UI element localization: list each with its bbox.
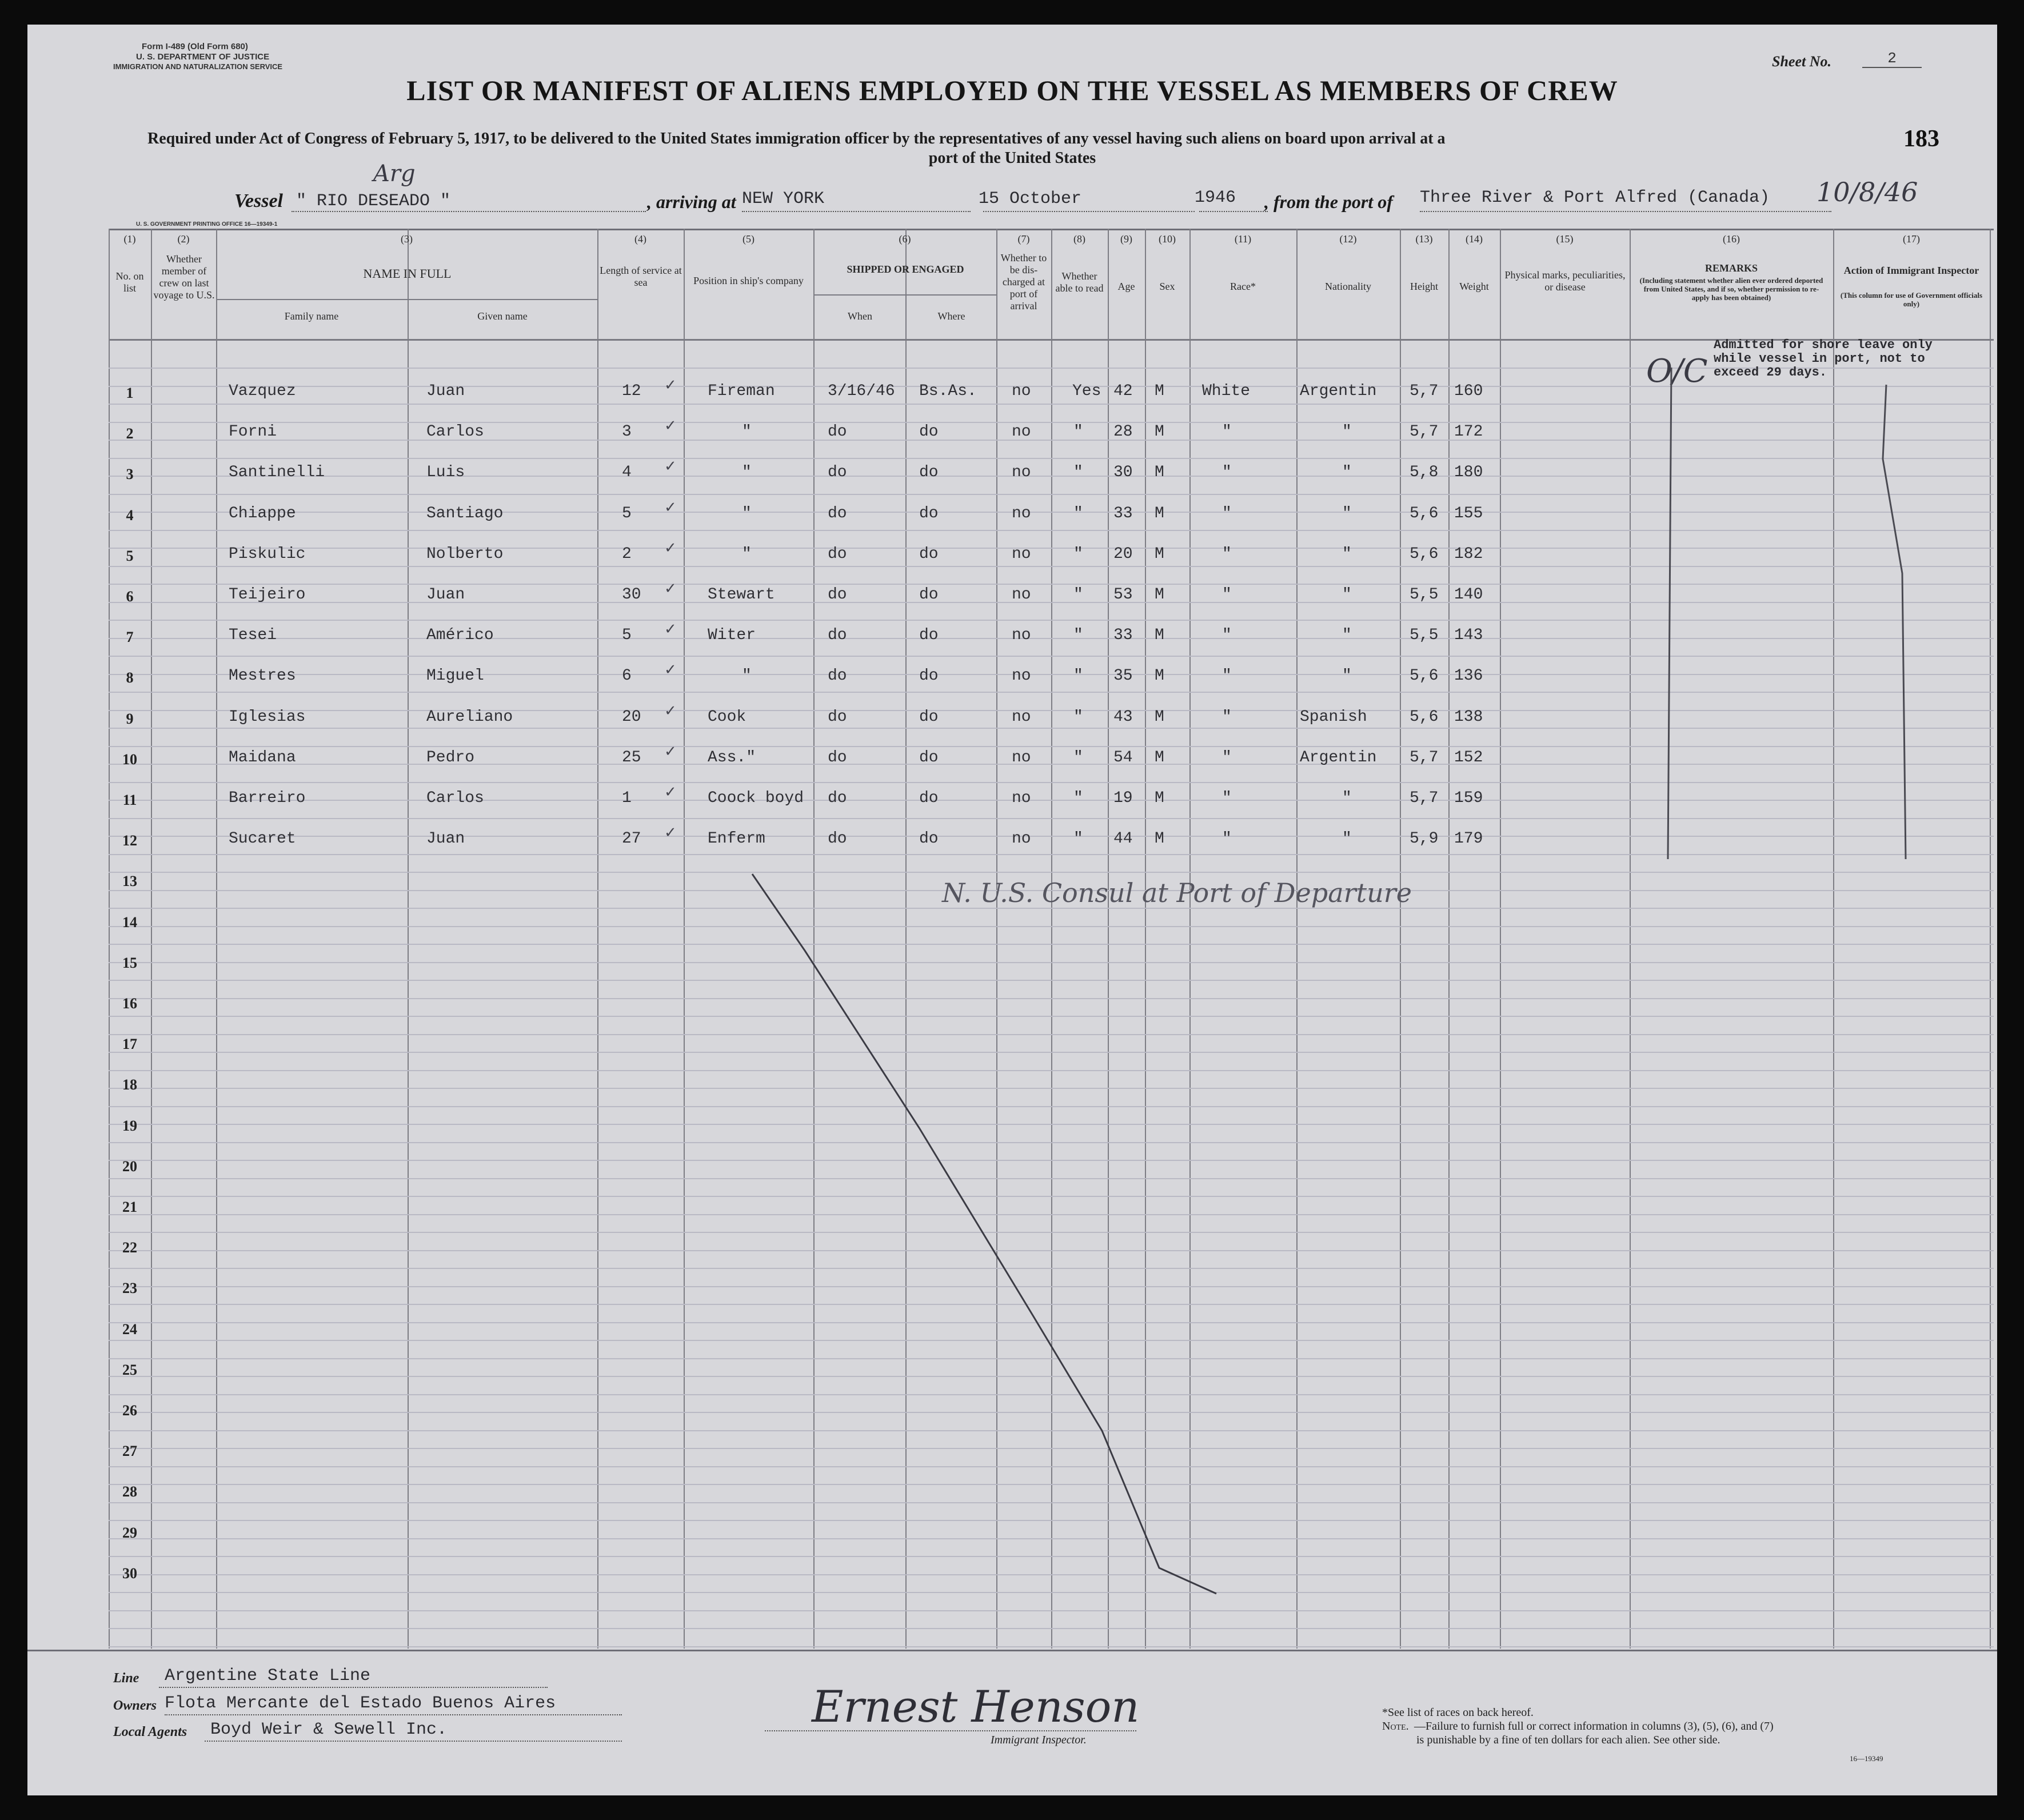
height-cell: 5,6 [1410,708,1439,726]
shipped-where-cell: do [919,748,939,767]
family-name-cell: Vazquez [229,382,296,400]
shipped-where-cell: do [919,667,939,685]
able-to-read-cell: " [1073,789,1083,807]
header-action: Action of Immigrant Inspector [1843,265,1979,276]
service-length-cell: 5 [622,504,632,522]
row-number: 24 [122,1320,137,1338]
check-mark: ✓ [664,743,677,760]
position-cell: Fireman [708,382,775,400]
row-number: 4 [126,506,134,524]
height-cell: 5,9 [1410,830,1439,848]
position-cell: " [742,464,752,482]
header-action-sub: (This column for use of Government officials only) [1840,291,1983,308]
colnum: (14) [1466,233,1483,245]
discharged-cell: no [1012,748,1031,767]
vessel-hand-note: Arg [373,161,416,187]
age-cell: 42 [1113,382,1133,400]
family-name-cell: Barreiro [229,789,306,807]
shipped-where-cell: do [919,464,939,482]
colnum: (1) [123,233,136,245]
row-number: 29 [122,1524,137,1541]
colnum: (13) [1415,233,1433,245]
nationality-cell: " [1342,464,1352,482]
check-mark: ✓ [664,458,677,476]
given-name-cell: Nolberto [426,545,504,563]
family-name-cell: Tesei [229,626,277,645]
signature-line [765,1730,1136,1731]
weight-cell: 159 [1454,789,1483,807]
header-weight: Weight [1459,281,1489,292]
check-mark: ✓ [664,824,677,842]
row-number: 20 [122,1158,137,1175]
from-port-label: , from the port of [1264,191,1393,212]
family-name-cell: Iglesias [229,708,306,726]
race-cell: " [1222,586,1232,604]
arrival-date: 15 October [979,189,1082,209]
check-mark: ✓ [664,539,677,557]
position-cell: " [742,545,752,563]
race-cell: " [1222,667,1232,685]
header-given-name: Given name [477,310,528,322]
service-length-cell: 2 [622,545,632,563]
weight-cell: 138 [1454,708,1483,726]
race-cell: " [1222,626,1232,645]
family-name-cell: Maidana [229,748,296,767]
shipped-when-cell: do [828,545,847,563]
row-number: 17 [122,1036,137,1053]
sheet-number: 2 [1862,50,1922,68]
family-name-cell: Chiappe [229,504,296,522]
nationality-cell: " [1342,789,1352,807]
owners-underline [165,1714,622,1715]
nationality-cell: Argentin [1300,748,1377,767]
colnum: (3) [401,233,413,245]
note-line-2: is punishable by a fine of ten dollars for each alien. See other side. [1416,1734,1720,1746]
header-family-name: Family name [284,310,339,322]
given-name-cell: Miguel [426,667,484,685]
weight-cell: 140 [1454,586,1483,604]
row-number: 30 [122,1564,137,1582]
colnum: (11) [1234,233,1252,245]
sex-cell: M [1155,789,1164,807]
shipped-where-cell: do [919,708,939,726]
page-number: 183 [1903,126,1939,152]
discharged-cell: no [1012,708,1031,726]
vessel-name: " RIO DESEADO " [296,191,451,211]
line-underline [159,1687,548,1688]
remarks-line-2: while vessel in port, not to [1714,352,1925,366]
given-name-cell: Américo [426,626,494,645]
colnum: (6) [899,233,911,245]
sex-cell: M [1155,545,1164,563]
sex-cell: M [1155,586,1164,604]
position-cell: Stewart [708,586,775,604]
discharged-cell: no [1012,586,1031,604]
required-statement-2: port of the United States [928,149,1096,167]
arriving-label: , arriving at [647,191,736,212]
header-remarks-sub: (Including statement whether alien ever ordered deported from United States, and if so, whether permission to re-apply has been obtained) [1639,276,1823,302]
height-cell: 5,6 [1410,667,1439,685]
shipped-when-cell: 3/16/46 [828,382,895,400]
able-to-read-cell: " [1073,708,1083,726]
height-cell: 5,7 [1410,748,1439,767]
shipped-when-cell: do [828,748,847,767]
given-name-cell: Juan [426,382,465,400]
colnum: (15) [1556,233,1574,245]
nationality-cell: Spanish [1300,708,1367,726]
age-cell: 43 [1113,708,1133,726]
given-name-cell: Carlos [426,423,484,441]
shipped-where-cell: do [919,423,939,441]
printing-office: U. S. GOVERNMENT PRINTING OFFICE 16—19349-1 [136,221,278,227]
inspector-signature: Ernest Henson [812,1681,1140,1732]
position-cell: Enferm [708,830,765,848]
shipped-where-cell: do [919,545,939,563]
family-name-cell: Piskulic [229,545,306,563]
sex-cell: M [1155,382,1164,400]
race-cell: " [1222,830,1232,848]
department: U. S. DEPARTMENT OF JUSTICE [136,52,270,62]
shipped-where-cell: do [919,626,939,645]
shipped-when-cell: do [828,464,847,482]
given-name-cell: Carlos [426,789,484,807]
able-to-read-cell: " [1073,423,1083,441]
sex-cell: M [1155,708,1164,726]
colnum: (4) [634,233,646,245]
header-race: Race* [1230,281,1256,292]
service-length-cell: 5 [622,626,632,645]
service-length-cell: 30 [622,586,641,604]
note-line-1: —Failure to furnish full or correct information in columns (3), (5), (6), and (7) [1414,1720,1774,1733]
shipped-when-cell: do [828,789,847,807]
remarks-line-1: Admitted for shore leave only [1714,338,1933,352]
age-cell: 28 [1113,423,1133,441]
colnum: (10) [1159,233,1176,245]
nationality-cell: Argentin [1300,382,1377,400]
family-name-cell: Santinelli [229,464,325,482]
header-physical: Physical marks, peculiarities, or disease [1504,269,1626,293]
row-number: 22 [122,1239,137,1256]
colnum: (9) [1120,233,1132,245]
row-number: 21 [122,1199,137,1215]
check-mark: ✓ [664,498,677,516]
colnum: (8) [1073,233,1085,245]
colnum: (12) [1339,233,1357,245]
header-discharged: Whether to be dis-charged at port of arrival [1000,252,1047,312]
height-cell: 5,7 [1410,382,1439,400]
row-number: 6 [126,588,134,605]
shipped-where-cell: do [919,586,939,604]
position-cell: Ass." [708,748,756,767]
header-nationality: Nationality [1325,281,1371,292]
remarks-hand-mark: O/C [1646,353,1708,390]
service-length-cell: 20 [622,708,641,726]
row-number: 19 [122,1117,137,1134]
family-name-cell: Teijeiro [229,586,306,604]
row-number: 5 [126,547,134,564]
shipped-when-cell: do [828,423,847,441]
position-cell: " [742,504,752,522]
age-cell: 33 [1113,504,1133,522]
nationality-cell: " [1342,423,1352,441]
age-cell: 54 [1113,748,1133,767]
row-number: 27 [122,1443,137,1460]
sex-cell: M [1155,830,1164,848]
family-name-cell: Forni [229,423,277,441]
note-label: Note. [1382,1720,1409,1733]
sex-cell: M [1155,464,1164,482]
sex-cell: M [1155,748,1164,767]
nationality-cell: " [1342,830,1352,848]
weight-cell: 152 [1454,748,1483,767]
manifest-sheet [27,25,1997,1795]
weight-cell: 160 [1454,382,1483,400]
able-to-read-cell: Yes [1072,382,1101,400]
discharged-cell: no [1012,423,1031,441]
sheet-label: Sheet No. [1772,53,1831,70]
race-cell: " [1222,748,1232,767]
position-cell: Cook [708,708,746,726]
inspector-label: Immigrant Inspector. [991,1734,1087,1746]
shipped-when-cell: do [828,626,847,645]
family-name-cell: Sucaret [229,830,296,848]
weight-cell: 136 [1454,667,1483,685]
from-port: Three River & Port Alfred (Canada) [1420,188,1770,207]
row-number: 26 [122,1402,137,1419]
row-number: 14 [122,913,137,931]
nationality-cell: " [1342,504,1352,522]
height-cell: 5,7 [1410,423,1439,441]
check-mark: ✓ [664,702,677,720]
row-number: 12 [122,832,137,849]
header-no-on-list: No. on list [115,270,144,294]
shipped-when-cell: do [828,667,847,685]
agents-value: Boyd Weir & Sewell Inc. [210,1720,448,1739]
sex-cell: M [1155,504,1164,522]
colnum: (17) [1903,233,1920,245]
discharged-cell: no [1012,667,1031,685]
header-height: Height [1410,281,1438,292]
discharged-cell: no [1012,382,1031,400]
service-length-cell: 6 [622,667,632,685]
pen-strokes [27,25,1997,1795]
able-to-read-cell: " [1073,545,1083,563]
weight-cell: 155 [1454,504,1483,522]
shipped-when-cell: do [828,504,847,522]
consul-note: N. U.S. Consul at Port of Departure [942,877,1412,908]
age-cell: 30 [1113,464,1133,482]
position-cell: " [742,667,752,685]
able-to-read-cell: " [1073,748,1083,767]
row-number: 8 [126,669,134,687]
header-age: Age [1117,281,1135,292]
weight-cell: 180 [1454,464,1483,482]
position-cell: Witer [708,626,756,645]
header-when: When [848,310,872,322]
weight-cell: 179 [1454,830,1483,848]
check-mark: ✓ [664,417,677,435]
header-shipped: SHIPPED OR ENGAGED [847,264,964,275]
age-cell: 33 [1113,626,1133,645]
able-to-read-cell: " [1073,504,1083,522]
form-code: 16—19349 [1850,1754,1883,1763]
race-cell: " [1222,504,1232,522]
row-number: 2 [126,425,134,442]
discharged-cell: no [1012,545,1031,563]
row-number: 18 [122,1076,137,1093]
nationality-cell: " [1342,667,1352,685]
arriving-port: NEW YORK [742,189,825,209]
nationality-cell: " [1342,545,1352,563]
sex-cell: M [1155,423,1164,441]
nationality-cell: " [1342,586,1352,604]
service-length-cell: 27 [622,830,641,848]
sex-cell: M [1155,667,1164,685]
service-length-cell: 12 [622,382,641,400]
discharged-cell: no [1012,789,1031,807]
remarks-line-3: exceed 29 days. [1714,365,1827,380]
given-name-cell: Luis [426,464,465,482]
check-mark: ✓ [664,580,677,597]
race-cell: " [1222,423,1232,441]
header-able-read: Whether able to read [1055,270,1104,294]
form-number: Form I-489 (Old Form 680) [142,42,248,51]
row-number: 10 [122,751,137,768]
shipped-where-cell: do [919,789,939,807]
given-name-cell: Santiago [426,504,504,522]
required-statement: Required under Act of Congress of February 5, 1917, to be delivered to the United States immigration officer by the representatives of any vessel having such aliens on board upon arrival at a [147,130,1446,147]
given-name-cell: Juan [426,586,465,604]
line-label: Line [113,1671,139,1686]
weight-cell: 172 [1454,423,1483,441]
age-cell: 20 [1113,545,1133,563]
check-mark: ✓ [664,661,677,679]
able-to-read-cell: " [1073,586,1083,604]
colnum: (2) [177,233,190,245]
vessel-label: Vessel [234,190,283,211]
given-name-cell: Juan [426,830,465,848]
height-cell: 5,5 [1410,626,1439,645]
weight-cell: 143 [1454,626,1483,645]
row-number: 16 [122,995,137,1012]
shipped-where-cell: do [919,504,939,522]
discharged-cell: no [1012,626,1031,645]
able-to-read-cell: " [1073,464,1083,482]
owners-value: Flota Mercante del Estado Buenos Aires [165,1694,556,1713]
race-cell: " [1222,545,1232,563]
row-number: 13 [122,873,137,890]
manifest-title: LIST OR MANIFEST OF ALIENS EMPLOYED ON THE VESSEL AS MEMBERS OF CREW [406,74,1618,106]
colnum: (7) [1017,233,1030,245]
row-number: 7 [126,629,134,646]
height-cell: 5,7 [1410,789,1439,807]
shipped-where-cell: do [919,830,939,848]
header-length-service: Length of service at sea [600,265,682,288]
service-length-cell: 1 [622,789,632,807]
header-where: Where [937,310,965,322]
header-remarks: REMARKS [1704,262,1758,274]
height-cell: 5,8 [1410,464,1439,482]
race-cell: " [1222,464,1232,482]
agents-underline [205,1741,622,1742]
shipped-where-cell: Bs.As. [919,382,977,400]
age-cell: 44 [1113,830,1133,848]
row-number: 3 [126,466,134,483]
header-position: Position in ship's company [693,275,804,286]
position-cell: Coock boyd [708,789,804,807]
discharged-cell: no [1012,464,1031,482]
service-length-cell: 4 [622,464,632,482]
nationality-cell: " [1342,626,1352,645]
line-value: Argentine State Line [165,1666,371,1686]
arrival-year: 1946 [1195,188,1236,207]
sex-cell: M [1155,626,1164,645]
check-mark: ✓ [664,377,677,394]
owners-label: Owners [113,1698,157,1713]
race-cell: White [1202,382,1251,400]
row-number: 9 [126,710,134,727]
colnum: (5) [742,233,754,245]
family-name-cell: Mestres [229,667,296,685]
check-mark: ✓ [664,784,677,801]
age-cell: 35 [1113,667,1133,685]
age-cell: 19 [1113,789,1133,807]
race-cell: " [1222,789,1232,807]
able-to-read-cell: " [1073,626,1083,645]
row-number: 28 [122,1483,137,1500]
header-name-in-full: NAME IN FULL [363,266,452,281]
height-cell: 5,5 [1410,586,1439,604]
row-number: 23 [122,1280,137,1297]
race-cell: " [1222,708,1232,726]
discharged-cell: no [1012,830,1031,848]
height-cell: 5,6 [1410,504,1439,522]
position-cell: " [742,423,752,441]
height-cell: 5,6 [1410,545,1439,563]
header-crew-last-voyage: Whether member of crew on last voyage to U.S. [153,253,215,301]
header-sex: Sex [1159,281,1175,292]
row-number: 15 [122,954,137,971]
shipped-when-cell: do [828,708,847,726]
check-mark: ✓ [664,621,677,638]
able-to-read-cell: " [1073,667,1083,685]
given-name-cell: Pedro [426,748,475,767]
service-length-cell: 25 [622,748,641,767]
colnum: (16) [1723,233,1740,245]
agents-label: Local Agents [113,1725,187,1739]
row-number: 1 [126,385,134,401]
shipped-when-cell: do [828,586,847,604]
row-number: 25 [122,1361,137,1378]
age-cell: 53 [1113,586,1133,604]
service: IMMIGRATION AND NATURALIZATION SERVICE [113,62,283,71]
able-to-read-cell: " [1073,830,1083,848]
shipped-when-cell: do [828,830,847,848]
service-length-cell: 3 [622,423,632,441]
row-number: 11 [122,792,137,808]
given-name-cell: Aureliano [426,708,513,726]
from-port-hand-date: 10/8/46 [1817,177,1918,207]
discharged-cell: no [1012,504,1031,522]
weight-cell: 182 [1454,545,1483,563]
races-note: *See list of races on back hereof. [1382,1706,1534,1719]
